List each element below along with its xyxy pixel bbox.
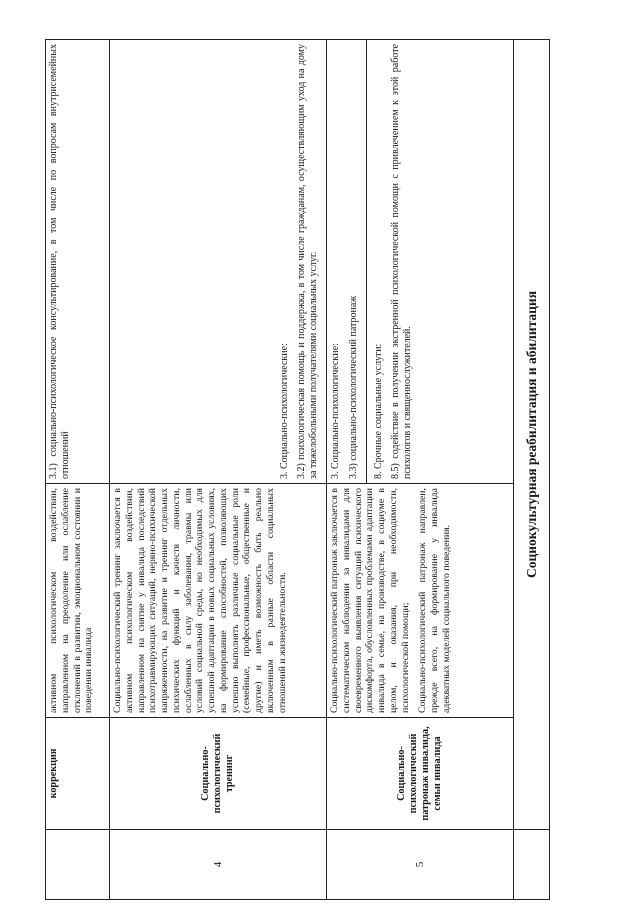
services-cell <box>327 40 514 484</box>
measure-description-cell <box>327 484 514 718</box>
description-paragraph: Социально-психологический патронаж заключается в систематическом наблюдении за инвалидами для своевременного выявления ситуаций психического дискомфорта, обусловленных проблемами адаптации инвалида в семье, на производстве, в социуме в целом, и оказания, при необходимости, психологической помощи; <box>329 488 411 713</box>
service-item: 3.3) социально-психологический патронаж <box>347 295 359 479</box>
measure-name-cell: Социально-психологический тренинг <box>110 718 327 830</box>
service-category: 3. Социально-психологические: <box>278 343 290 479</box>
table-row <box>110 40 327 900</box>
service-item: 3.1) социально-психологическое консультирование, в том числе по вопросам внутрисемейных отношений <box>48 44 71 479</box>
table-row <box>46 40 110 900</box>
services-group <box>367 40 417 483</box>
services-cell <box>110 40 327 484</box>
empty-cell <box>514 830 550 900</box>
service-category: 3. Социально-психологические: <box>330 343 341 479</box>
description-paragraph: Социально-психологический тренинг заключается в активном психологическом воздействии, направленном на снятие у инвалида последствий психотравмирующих ситуаций, нервно-психической напряженности, на развитие и тренинг отдельных психических функций и качеств личности, ослабленных в силу заболевания, травмы или условий социальной среды, но необходимых для успешной адаптации в новых социальных условиях, на формирование способностей, позволяющих успешно выполнять различные социальные роли (семейные, профессиональные, общественные и другие) и иметь возможность быть реально включенным в разные области социальных отношений и жизнедеятельности. <box>112 488 288 713</box>
service-item: 3.2) психологическая помощь и поддержка, в том числе гражданам, осуществляющим уход на дому за тяжелобольными получателями социальных услуг. <box>296 44 320 479</box>
table-row <box>514 40 550 900</box>
document-page <box>45 40 590 900</box>
rehabilitation-table <box>45 39 550 900</box>
description-paragraph: Социально-психологический патронаж направлен, прежде всего, на формирование у инвалида адекватных моделей социального поведения. <box>417 488 452 713</box>
section-heading: Социокультурная реабилитация и абилитация <box>514 40 550 830</box>
measure-description-cell <box>46 484 110 718</box>
measure-name-cell: Социально-психологический патронаж инвалида, семьи инвалида <box>327 718 514 830</box>
row-number-cell: 4 <box>110 830 327 900</box>
service-category: 8. Срочные социальные услуги: <box>372 343 384 479</box>
row-number-cell <box>46 830 110 900</box>
measure-description-cell <box>110 484 327 718</box>
services-cell <box>46 40 110 484</box>
service-item: 8.5) содействие в получении экстренной психологической помощи с привлечением к этой работе психологов и священнослужителей. <box>390 44 414 479</box>
measure-name-cell: коррекция <box>46 718 110 830</box>
description-paragraph: активном психологическом воздействии, направленном на преодоление или ослабление отклонений в развитии, эмоциональном состоянии и поведении инвалида <box>48 488 95 713</box>
table-row <box>327 40 514 900</box>
services-group <box>327 40 367 483</box>
row-number-cell: 5 <box>327 830 514 900</box>
